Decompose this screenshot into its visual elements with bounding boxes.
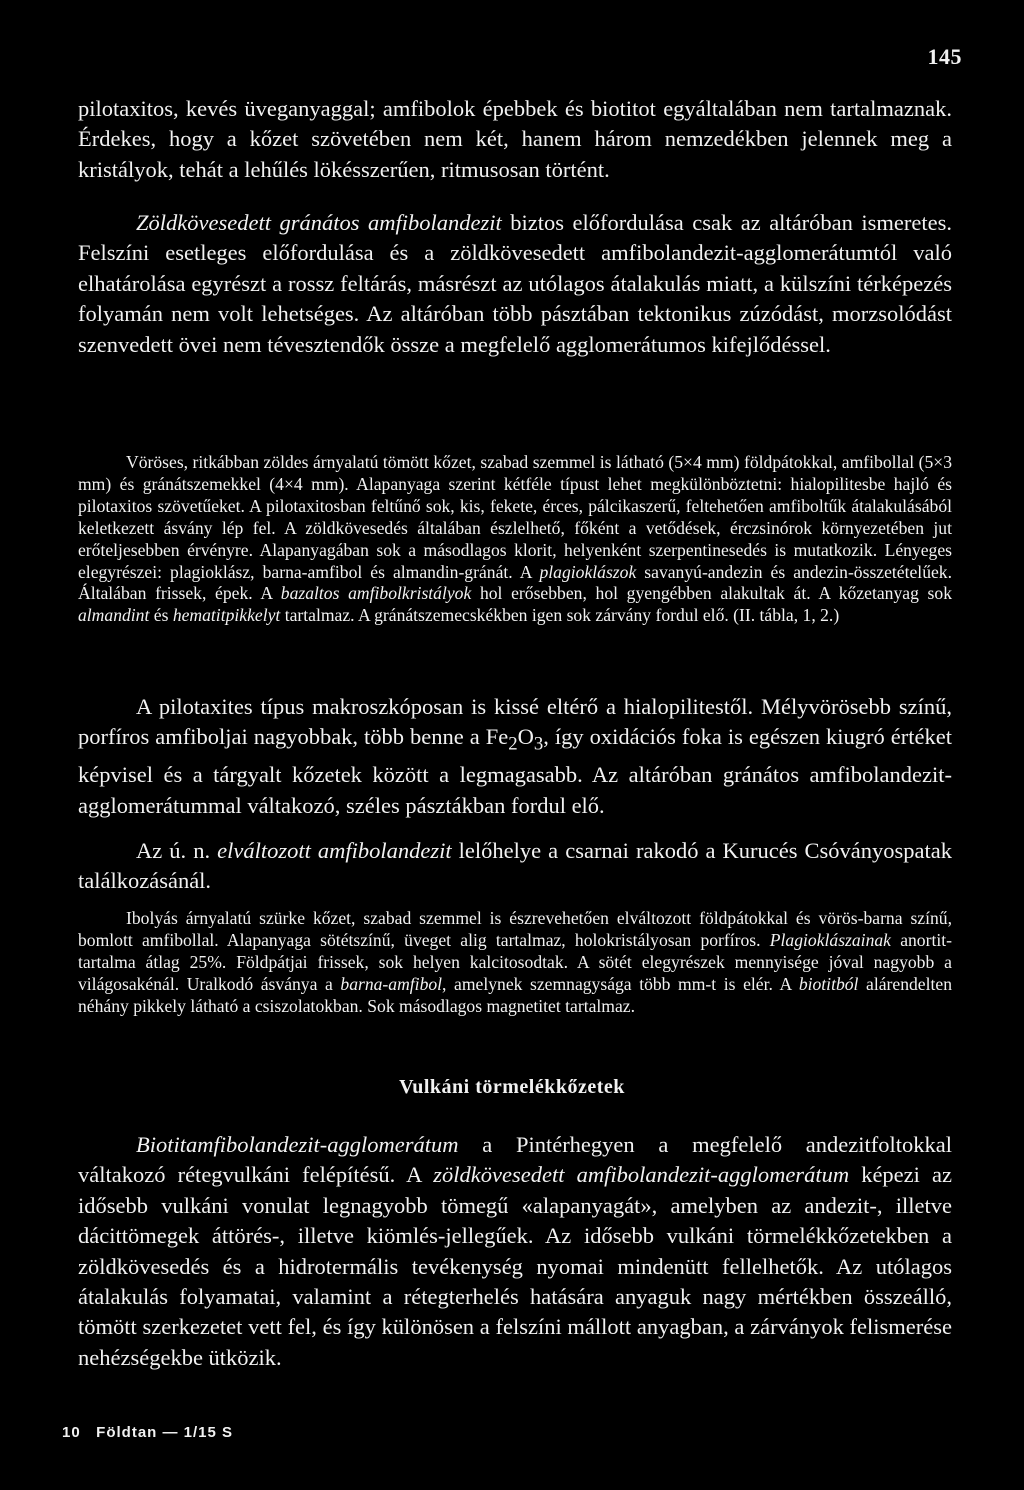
mineral-term: plagioklászok — [539, 561, 637, 582]
note-text: hol erősebben, hol gyengébben alakultak át. A kőzetanyag sok — [471, 583, 952, 604]
paragraph-agglomerate — [78, 1130, 952, 1373]
mineral-term: biotitból — [798, 973, 859, 994]
rock-term: elváltozott amfibolandezit — [217, 838, 452, 863]
page-footer: 10 Földtan — 1/15 S — [62, 1424, 234, 1441]
mineral-term: Plagioklászainak — [769, 929, 891, 950]
paragraph-text: O — [517, 724, 534, 750]
note-text: , amelynek szemnagysága több mm-t is elér. A — [442, 973, 799, 994]
paragraph-elvaltozott — [78, 836, 952, 897]
note-text: és — [149, 605, 173, 626]
paragraph-text: lelőhelye a csarnai rakodó a Kurucés Csóványospatak találkozásánál. — [78, 838, 952, 894]
paragraph-text: képezi az idősebb vulkáni vonulat legnagyobb tömegű «alapanyagát», amelyben az andezit-, illetve dácittömegek áttörés-, illetve kiömlés-jellegűek. Az idősebb vulkáni törmelékkőzetekben a zöldkövesedés és a hidrotermális tevékenység nyomai mindenütt fellelhetők. Az utólagos átalakulás folyamatai, valamint a rétegterhelés hatására anyaguk nagy mértékben összeálló, tömött szerkezetet vett fel, és így különösen a felszíni mállott anyagban, a zárványok felismerése nehézségekbe ütközik. — [78, 1162, 953, 1370]
note-text: Vöröses, ritkábban zöldes árnyalatú tömött kőzet, szabad szemmel is látható (5×4 mm) földpátokkal, amfibollal (5×3 mm) és gránátszemekkel (4×4 mm). Alapanyaga szerint kétféle típust lehet megkülönböztetni: hialopilitesbe hajló és pilotaxitos szövetűeket. A pilotaxitosban feltűnő sok, kis, fekete, érces, pálcikaszerű, feltehetően amfiboltűk átalakulásából keletkezett ásvány lép fel. A zöldkövesedés általában észlelhető, főként a vetődések, érczsinórok környezetében jut erőteljesebben érvényre. Alapanyagában sok a másodlagos klorit, helyenként szerpentinesedés is mutatkozik. Lényeges elegyrészei: plagioklász, barna-amfibol és almandin-gránát. A — [78, 452, 952, 582]
page-number: 145 — [927, 44, 962, 69]
mineral-term: almandint — [78, 605, 150, 626]
rock-term: Zöldkövesedett gránátos amfibolandezit — [136, 210, 502, 235]
petrography-note-2 — [78, 908, 952, 1018]
paragraph-pilotaxitos — [78, 94, 952, 185]
rock-term: Biotitamfibolandezit-agglomerátum — [136, 1132, 459, 1157]
note-text: Ibolyás árnyalatú szürke kőzet, szabad szemmel is észrevehetően elváltozott földpátokkal és vörös-barna színű, bomlott amfibollal. Alapanyaga sötétszínű, üveget alig tartalmaz, holokristályosan porfíros. — [78, 908, 952, 950]
section-heading: Vulkáni törmelékkőzetek — [399, 1076, 625, 1098]
subscript: 2 — [508, 733, 518, 755]
note-text: alárendelten néhány pikkely látható a csiszolatokban. Sok másodlagos magnetitet tartalmaz. — [78, 973, 952, 1016]
mineral-term: barna-amfibol — [340, 973, 443, 994]
rock-term: zöldkövesedett amfibolandezit-agglomerátum — [433, 1162, 850, 1188]
paragraph-pilotaxites — [78, 692, 952, 821]
paragraph-text: Az ú. n. — [136, 838, 218, 863]
paragraph-text: pilotaxitos, kevés üveganyaggal; amfibolok épebbek és biotitot egyáltalában nem tartalmaznak. Érdekes, hogy a kőzet szövetében nem két, hanem három nemzedékben jelennek meg a kristályok, tehát a lehűlés lökésszerűen, ritmusosan történt. — [78, 96, 952, 182]
petrography-note-1 — [78, 452, 952, 627]
paragraph-text: A pilotaxites típus makroszkóposan is kissé eltérő a hialopilitestől. Mélyvörösebb színű, porfíros amfiboljai nagyobbak, több benne a Fe — [78, 694, 952, 750]
mineral-term: hematitpikkelyt — [172, 605, 281, 626]
paragraph-zoldkovesedett — [78, 208, 952, 360]
note-text: tartalmaz. A gránátszemecskékben igen sok zárvány fordul elő. (II. tábla, 1, 2.) — [280, 605, 840, 626]
paragraph-text: biztos előfordulása csak az altáróban ismeretes. Felszíni esetleges előfordulása és a zöldkövesedett amfibolandezit-agglomerátumtól való elhatárolása egyrészt a rossz feltárás, másrészt az utólagos átalakulás miatt, a külszíni térképezés folyamán nem volt lehetséges. Az altáróban több pásztában tektonikus zúzódást, morzsolódást szenvedett övei nem tévesztendők össze a megfelelő agglomerátumos kifejlődéssel. — [78, 210, 953, 357]
note-text: anortit-tartalma átlag 25%. Földpátjai frissek, sok helyen kalcitosodtak. A sötét elegyrészek mennyisége jóval nagyobb a világosakénál. Uralkodó ásványa a — [78, 929, 952, 994]
mineral-term: bazaltos amfibolkristályok — [280, 583, 472, 604]
note-text: savanyú-andezin és andezin-összetételűek. Általában frissek, épek. A — [78, 561, 952, 604]
paragraph-text: , így oxidációs foka is egészen kiugró értéket képvisel és a tárgyalt kőzetek között a legmagasabb. Az altáróban gránátos amfibolandezit-agglomerátummal váltakozó, széles pásztákban fordul elő. — [78, 724, 952, 818]
paragraph-text: a Pintérhegyen a megfelelő andezitfoltokkal váltakozó rétegvulkáni felépítésű. A — [78, 1132, 952, 1188]
subscript: 3 — [533, 733, 544, 755]
